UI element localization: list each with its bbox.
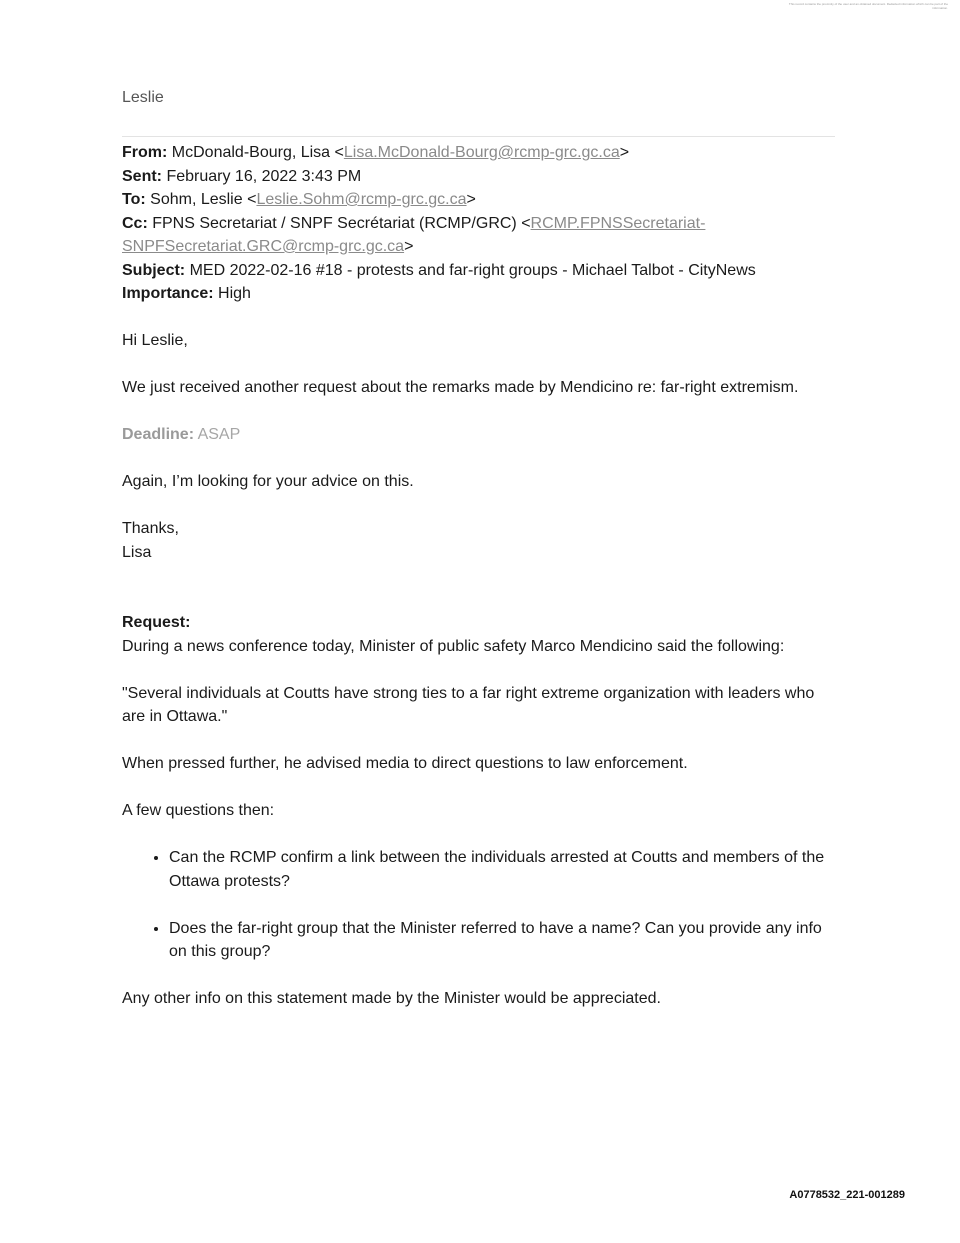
greeting: Hi Leslie, [122,332,188,349]
spacer [122,494,832,518]
request-heading [122,611,832,635]
from-label: From: [122,144,168,161]
spacer [122,658,832,682]
cc-email-link[interactable]: RCMP.FPNSSecretariat- [530,214,706,232]
spacer [122,400,832,424]
sent-line [122,165,832,189]
spacer [122,729,832,753]
intro-paragraph: We just received another request about the remarks made by Mendicino re: far-right extremism. [122,379,799,396]
spacer [122,564,832,611]
sent-label: Sent: [122,167,162,185]
subject-label: Subject: [122,261,186,279]
spacer [122,353,832,377]
list-item: • Does the far-right group that the Minister referred to have a name? Can you provide any info on this group? [169,917,832,964]
spacer [122,306,832,330]
cc-email-link-continued[interactable]: SNPFSecretariat.GRC@rcmp-grc.gc.ca [122,238,405,255]
advice-paragraph: Again, I’m looking for your advice on this. [122,473,414,490]
spacer [122,776,832,800]
deadline-label: Deadline: [122,426,195,443]
document-id: A0778532_221-001289 [789,1189,905,1201]
spacer [122,823,832,847]
deadline-value: ASAP [197,426,241,443]
to-line: To: Sohm, Leslie <Leslie.Sohm@rcmp-grc.gc.ca> [122,191,476,208]
sent-value: February 16, 2022 3:43 PM [166,167,362,185]
to-label: To: [122,191,146,208]
request-intro: During a news conference today, Minister of public safety Marco Mendicino said the following: [122,637,785,655]
email-content [122,141,832,1011]
subject-value: MED 2022-02-16 #18 - protests and far-right groups - Michael Talbot - CityNews [189,261,756,279]
cc-line: Cc: FPNS Secretariat / SNPF Secrétariat (RCMP/GRC) <RCMP.FPNSSecretariat- SNPFSecretariat.GRC@rcmp-grc.gc.ca> [122,214,706,255]
importance-label: Importance: [122,285,214,302]
spacer [122,447,832,471]
cc-label: Cc: [122,214,148,232]
spacer [122,964,832,988]
cc-name: FPNS Secretariat / SNPF Secrétariat (RCMP/GRC) [152,214,517,232]
questions-intro: A few questions then: [122,802,275,819]
minister-quote: "Several individuals at Coutts have strong ties to a far right extreme organization with leaders who are in Ottawa." [122,684,815,725]
from-line: From: McDonald-Bourg, Lisa <Lisa.McDonald-Bourg@rcmp-grc.gc.ca> [122,144,630,161]
deadline-line [122,423,832,447]
page-notice: This record contains the proximity of the user and an obtained document. Redacted information which can be part of the information. [788,2,948,10]
closing-paragraph: Any other info on this statement made by the Minister would be appreciated. [122,990,661,1007]
from-name: McDonald-Bourg, Lisa [171,144,331,161]
list-item: • Can the RCMP confirm a link between the individuals arrested at Coutts and members of the Ottawa protests? [169,846,832,893]
signature: Lisa [122,543,152,561]
importance-line [122,282,832,306]
recipient-name: Leslie [122,89,164,106]
subject-line [122,259,832,283]
header-divider [122,136,835,137]
to-email-link[interactable]: Leslie.Sohm@rcmp-grc.gc.ca [256,191,467,208]
pressed-paragraph: When pressed further, he advised media to direct questions to law enforcement. [122,755,688,772]
signoff: Thanks, [122,520,179,537]
importance-value: High [218,285,251,302]
from-email-link[interactable]: Lisa.McDonald-Bourg@rcmp-grc.gc.ca [343,144,620,161]
to-name: Sohm, Leslie [150,191,243,208]
questions-list [122,846,832,964]
request-label: Request: [122,614,191,631]
